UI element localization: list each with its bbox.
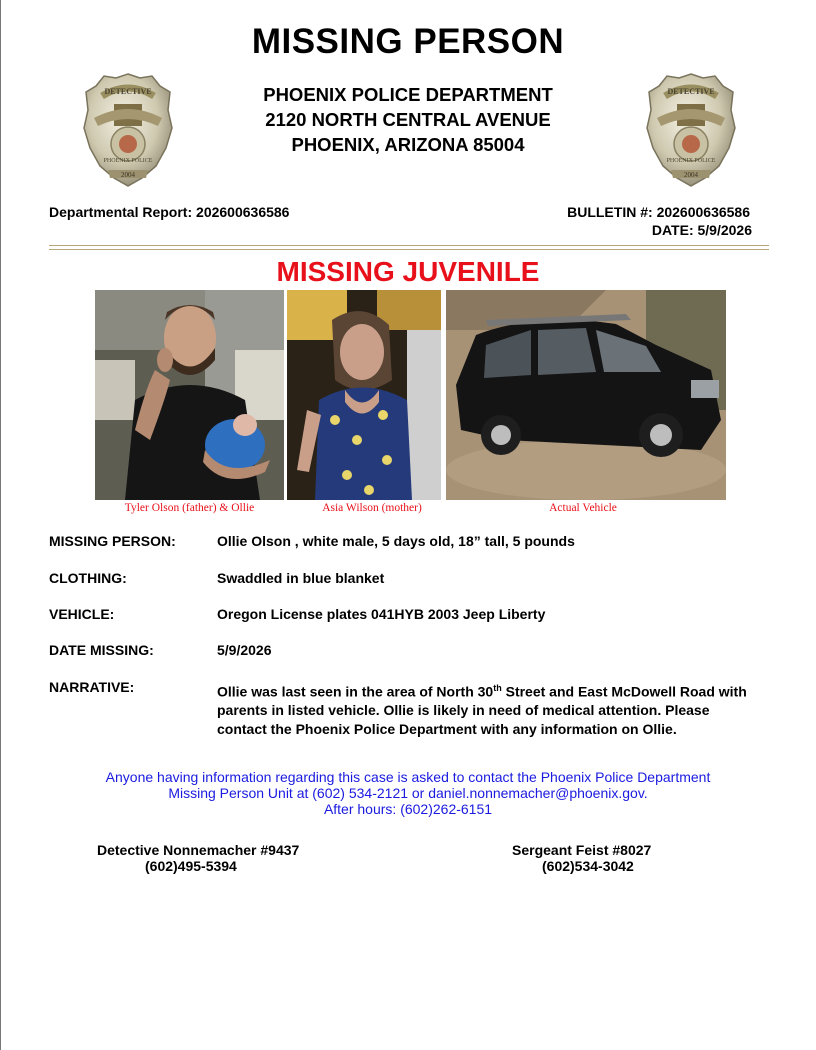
svg-text:DETECTIVE: DETECTIVE <box>667 87 715 96</box>
bulletin-date <box>652 222 752 238</box>
contact-line-1: Anyone having information regarding this case is asked to contact the Phoenix Police Department <box>105 769 711 785</box>
caption-father: Tyler Olson (father) & Ollie <box>124 502 255 514</box>
missing-person-label: MISSING PERSON: <box>49 533 176 549</box>
narrative-label: NARRATIVE: <box>49 679 135 695</box>
svg-text:2004: 2004 <box>684 171 698 179</box>
departmental-report-number: 202600636586 <box>196 204 290 220</box>
svg-text:DETECTIVE: DETECTIVE <box>104 87 152 96</box>
photo-father-and-child <box>95 290 284 500</box>
missing-juvenile-banner: MISSING JUVENILE <box>276 256 540 287</box>
svg-text:PHOENIX POLICE: PHOENIX POLICE <box>666 158 716 164</box>
department-street: 2120 NORTH CENTRAL AVENUE <box>265 109 551 130</box>
bulletin-label: BULLETIN #: <box>567 204 657 220</box>
svg-text:PHOENIX POLICE: PHOENIX POLICE <box>103 158 153 164</box>
bulletin-value: 202600636586 <box>656 204 750 220</box>
department-name: PHOENIX POLICE DEPARTMENT <box>263 84 553 105</box>
sergeant-contact <box>512 842 651 874</box>
department-city: PHOENIX, ARIZONA 85004 <box>291 134 525 155</box>
clothing-value: Swaddled in blue blanket <box>217 570 385 586</box>
clothing-label: CLOTHING: <box>49 570 127 586</box>
date-missing-value: 5/9/2026 <box>217 642 272 658</box>
caption-vehicle: Actual Vehicle <box>549 502 617 514</box>
vehicle-label: VEHICLE: <box>49 606 115 622</box>
caption-mother: Asia Wilson (mother) <box>322 502 422 514</box>
narrative-text-start: Ollie was last seen in the area of North 30 <box>217 683 494 700</box>
svg-text:2004: 2004 <box>121 171 135 179</box>
contact-line-3: After hours: (602)262-6151 <box>323 801 493 817</box>
narrative-text-end: Street and East McDowell Road with parents in listed vehicle. Ollie is likely in need of medical attention. Please contact the Phoenix Police Department with any information on Ollie. <box>217 683 747 737</box>
bulletin-date-value: 5/9/2026 <box>697 222 752 238</box>
detective-name: Detective Nonnemacher #9437 <box>97 842 300 858</box>
photo-vehicle <box>446 290 726 500</box>
header-divider-bottom <box>49 249 769 250</box>
departmental-report <box>49 204 289 220</box>
department-address <box>200 82 616 157</box>
police-badge-left <box>80 70 176 190</box>
bulletin-date-label: DATE: <box>651 222 698 238</box>
bulletin-number <box>567 204 750 220</box>
date-missing-label: DATE MISSING: <box>49 642 154 658</box>
detective-contact <box>97 842 299 874</box>
vehicle-value: Oregon License plates 041HYB 2003 Jeep Liberty <box>217 606 546 622</box>
contact-line-2: Missing Person Unit at (602) 534-2121 or daniel.nonnemacher@phoenix.gov. <box>168 785 648 801</box>
departmental-report-label: Departmental Report: <box>49 204 197 220</box>
missing-person-value: Ollie Olson , white male, 5 days old, 18” tall, 5 pounds <box>217 533 575 549</box>
narrative-superscript: th <box>493 683 502 693</box>
sergeant-name: Sergeant Feist #8027 <box>512 842 652 858</box>
page-left-border <box>0 0 1 1050</box>
sergeant-phone: (602)534-3042 <box>542 858 634 874</box>
police-badge-right <box>643 70 739 190</box>
page-title: MISSING PERSON <box>251 22 565 61</box>
detective-phone: (602)495-5394 <box>145 858 237 874</box>
contact-info <box>40 769 776 817</box>
header-divider-top <box>49 245 769 246</box>
photo-mother <box>287 290 441 500</box>
narrative-text <box>217 679 757 738</box>
